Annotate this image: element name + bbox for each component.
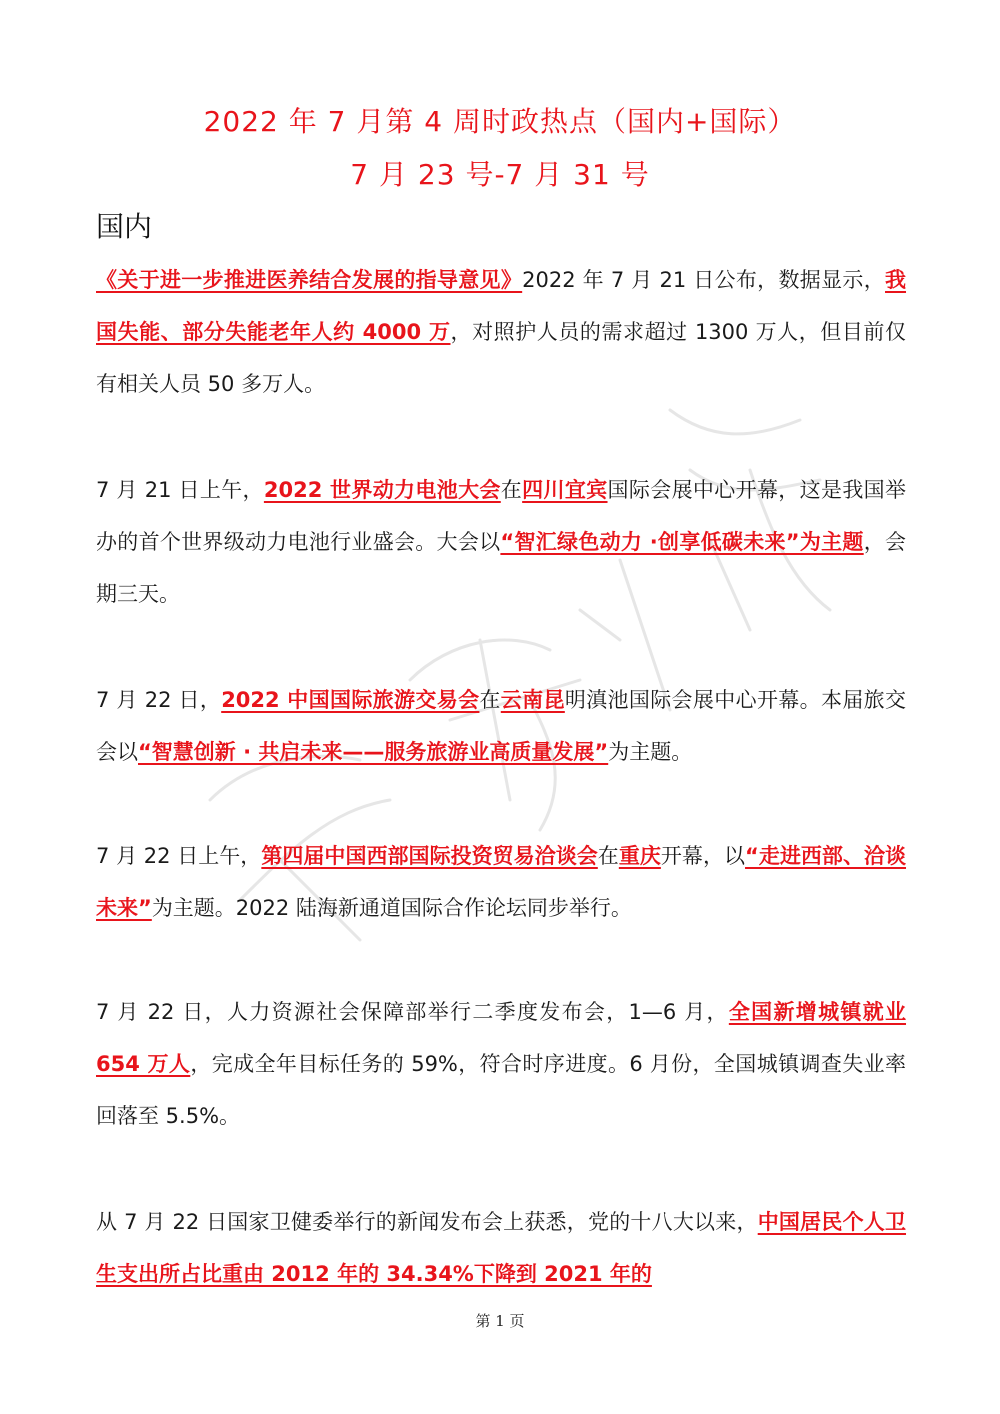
document-date-range: 7 月 23 号-7 月 31 号: [350, 158, 650, 191]
page-number: 第 1 页: [475, 1312, 525, 1330]
highlighted-text: 四川宜宾: [522, 478, 608, 502]
body-text: 为主题。: [608, 740, 693, 764]
news-paragraph: [96, 464, 906, 620]
highlighted-text: “走进西部、洽谈未来”: [96, 844, 907, 920]
highlighted-text: 重庆: [618, 844, 661, 868]
highlighted-text: 《关于进一步推进医养结合发展的指导意见》: [96, 268, 523, 292]
body-text: 开幕，以: [660, 844, 746, 868]
highlighted-text: 中国居民个人卫生支出所占比重由 2012 年的 34.34%下降到 2021 年的: [96, 1210, 907, 1286]
body-text: 7 月 22 日，: [96, 688, 222, 712]
highlighted-text: 云南昆: [500, 688, 565, 712]
body-text: 2022 年 7 月 21 日公布，数据显示，: [522, 268, 886, 292]
body-text: 国际会展中心开幕，这是我国举办的首个世界级动力电池行业盛会。大会以: [96, 478, 907, 554]
body-text: 在: [479, 688, 501, 712]
highlighted-text: 第四届中国西部国际投资贸易洽谈会: [261, 844, 598, 868]
body-text: 在: [500, 478, 523, 502]
body-text: ，会期三天。: [96, 530, 906, 606]
news-paragraph: [96, 674, 906, 778]
body-text: 在: [597, 844, 619, 868]
document-title: 2022 年 7 月第 4 周时政热点（国内+国际）: [203, 105, 797, 138]
body-text: ，对照护人员的需求超过 1300 万人，但目前仅有相关人员 50 多万人。: [96, 320, 906, 396]
highlighted-text: 2022 世界动力电池大会: [263, 478, 501, 502]
highlighted-text: 2022 中国国际旅游交易会: [221, 688, 480, 712]
body-text: ，完成全年目标任务的 59%，符合时序进度。6 月份，全国城镇调查失业率回落至 5.5%。: [96, 1052, 906, 1128]
highlighted-text: 我国失能、部分失能老年人约 4000 万: [96, 268, 907, 344]
news-paragraph: [96, 1196, 906, 1300]
news-paragraph: [96, 830, 906, 934]
highlighted-text: “智汇绿色动力 ·创享低碳未来”为主题: [500, 530, 864, 554]
body-text: 从 7 月 22 日国家卫健委举行的新闻发布会上获悉，党的十八大以来，: [96, 1210, 758, 1234]
news-paragraph: [96, 986, 906, 1142]
highlighted-text: “智慧创新 · 共启未来——服务旅游业高质量发展”: [138, 740, 609, 764]
body-text: 7 月 22 日，人力资源社会保障部举行二季度发布会，1—6 月，: [96, 1000, 729, 1024]
body-text: 7 月 21 日上午，: [96, 478, 264, 502]
highlighted-text: 全国新增城镇就业 654 万人: [96, 1000, 907, 1076]
body-text: 明滇池国际会展中心开幕。本届旅交会以: [96, 688, 907, 764]
section-heading-domestic: 国内: [96, 210, 153, 243]
body-text: 为主题。2022 陆海新通道国际合作论坛同步举行。: [151, 896, 632, 920]
body-text: 7 月 22 日上午，: [96, 844, 262, 868]
news-paragraph: [96, 254, 906, 410]
